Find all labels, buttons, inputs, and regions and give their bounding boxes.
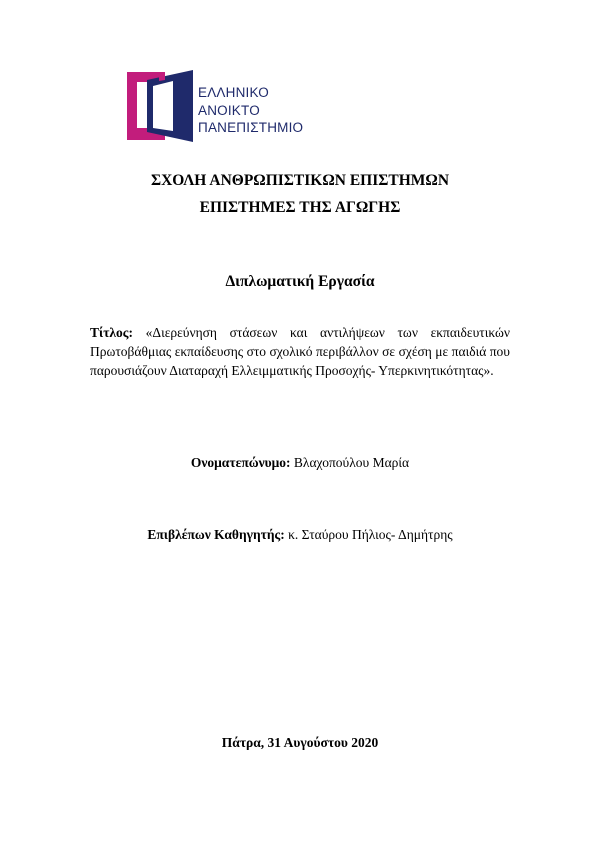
logo-line-3: ΠΑΝΕΠΙΣΤΗΜΙΟ bbox=[198, 120, 304, 135]
supervisor-name: κ. Σταύρου Πήλιος- Δημήτρης bbox=[288, 527, 453, 542]
title-label: Τίτλος: bbox=[90, 325, 133, 340]
author-name: Βλαχοπούλου Μαρία bbox=[293, 455, 410, 470]
logo-wordmark bbox=[198, 84, 303, 137]
school-heading: ΣΧΟΛΗ ΑΝΘΡΩΠΙΣΤΙΚΩΝ ΕΠΙΣΤΗΜΩΝ bbox=[150, 172, 450, 189]
author-label: Ονοματεπώνυμο: bbox=[190, 455, 291, 470]
title-text: «Διερεύνηση στάσεων και αντιλήψεων των εκπαιδευτικών Πρωτοβάθμιας εκπαίδευσης στο σχολικό περιβάλλον σε σχέση με παιδιά που παρουσιάζουν Διαταραχή Ελλειμματικής Προσοχής- Υπερκινητικότητας». bbox=[90, 325, 511, 378]
supervisor-label: Επιβλέπων Καθηγητής: bbox=[147, 527, 285, 542]
supervisor-line bbox=[0, 527, 600, 543]
logo-line-1: ΕΛΛΗΝΙΚΟ bbox=[198, 85, 269, 100]
open-book-logo-icon bbox=[125, 70, 195, 142]
author-line bbox=[0, 455, 600, 471]
thesis-title bbox=[90, 323, 510, 380]
logo-line-2: ΑΝΟΙΚΤΟ bbox=[198, 102, 260, 118]
document-type: Διπλωματική Εργασία bbox=[225, 273, 375, 290]
department-heading: ΕΠΙΣΤΗΜΕΣ ΤΗΣ ΑΓΩΓΗΣ bbox=[199, 199, 401, 216]
place-date: Πάτρα, 31 Αυγούστου 2020 bbox=[221, 735, 379, 750]
university-logo bbox=[125, 70, 325, 142]
